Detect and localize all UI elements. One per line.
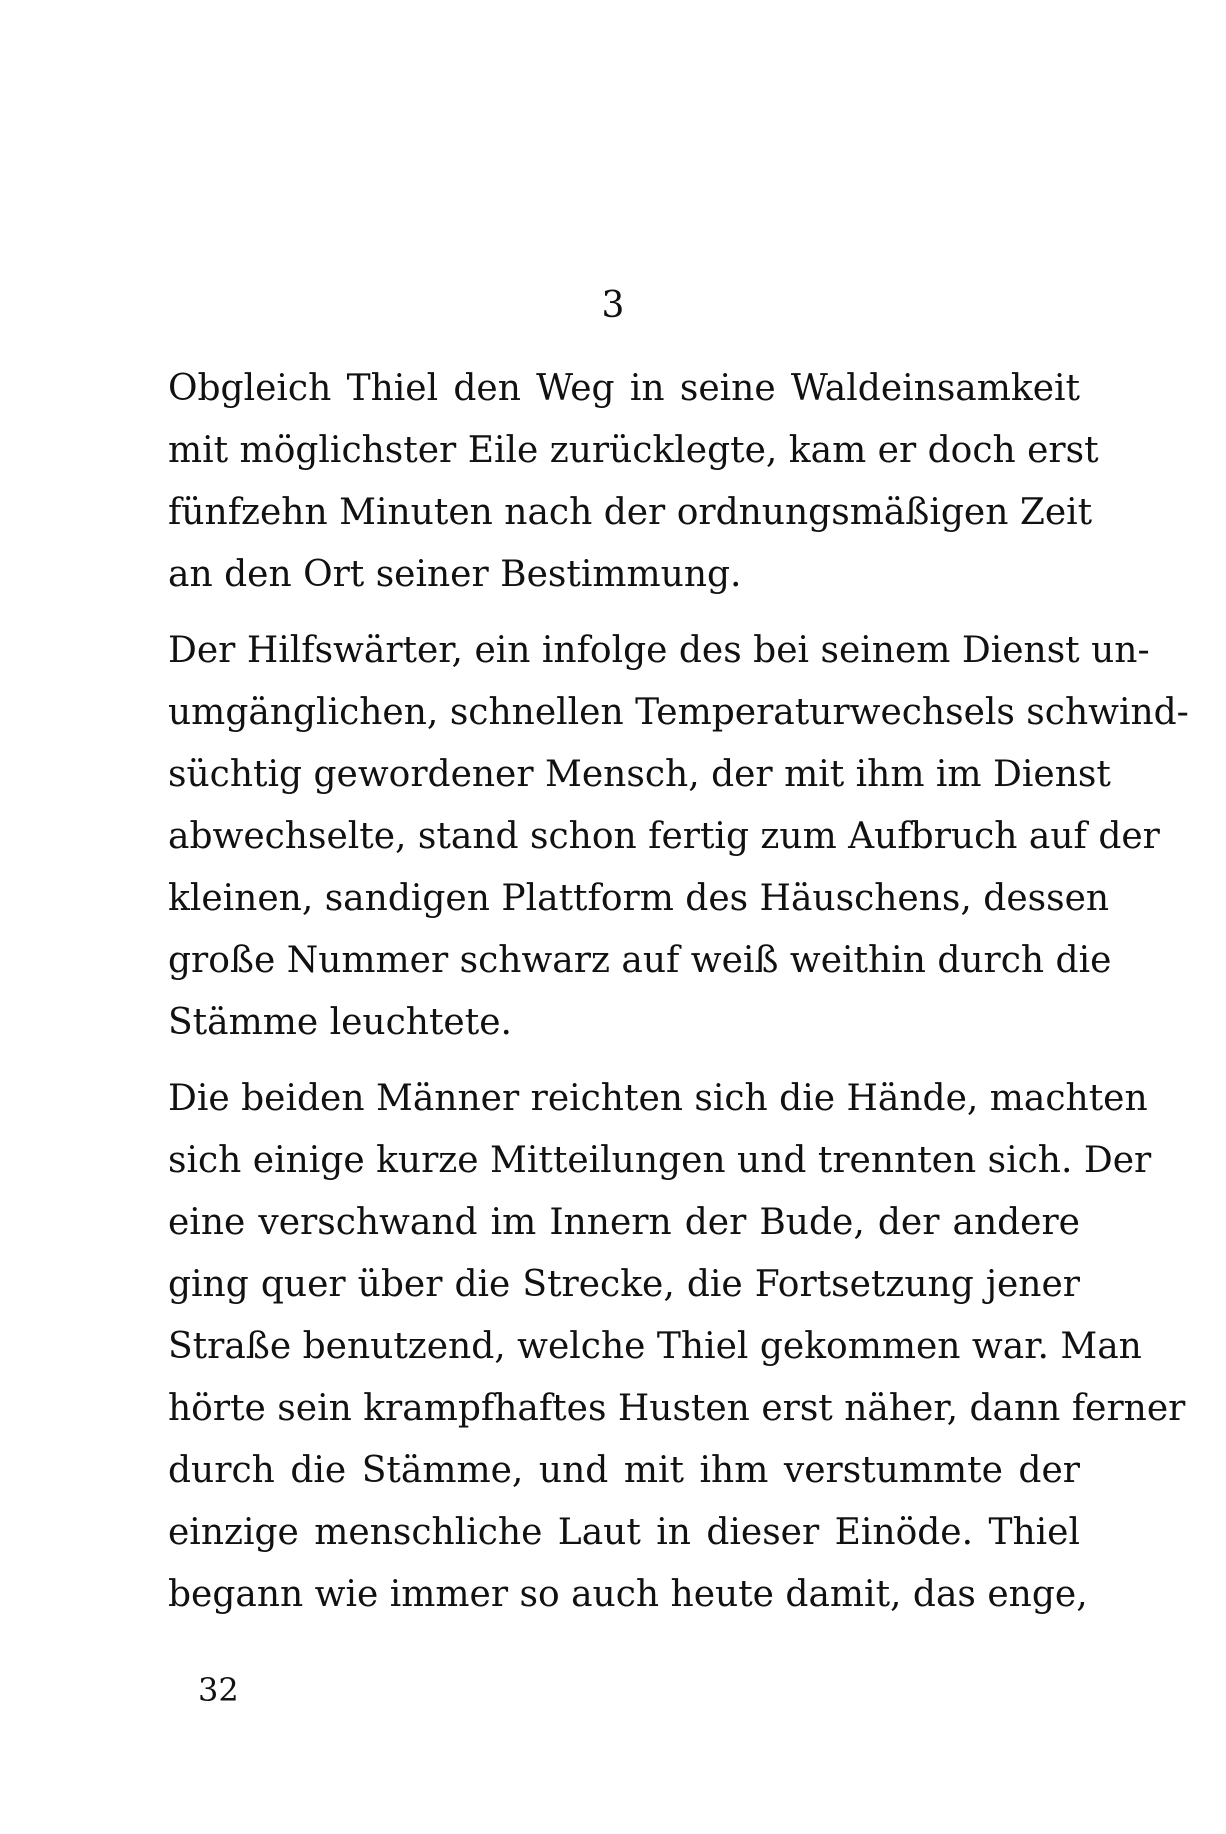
text-line: Die beiden Männer reichten sich die Hände, machten [168, 1078, 1148, 1119]
text-line: durch die Stämme, und mit ihm verstummte der [168, 1450, 1080, 1491]
text-line: Der Hilfswärter, ein infolge des bei seinem Dienst un- [168, 630, 1150, 671]
text-line: hörte sein krampfhaftes Husten erst näher, dann ferner [168, 1388, 1186, 1429]
paragraph-1 [168, 358, 1099, 606]
text-line: umgänglichen, schnellen Temperaturwechsels schwind- [168, 692, 1189, 733]
text-line: kleinen, sandigen Plattform des Häuschens, dessen [168, 878, 1110, 919]
text-line: begann wie immer so auch heute damit, das enge, [168, 1574, 1088, 1615]
page-number: 32 [198, 1671, 239, 1709]
text-line: einzige menschliche Laut in dieser Einöde. Thiel [168, 1512, 1080, 1553]
text-line: eine verschwand im Innern der Bude, der andere [168, 1202, 1080, 1243]
text-line: süchtig gewordener Mensch, der mit ihm im Dienst [168, 754, 1111, 795]
body-text [168, 358, 1189, 1626]
text-line: fünfzehn Minuten nach der ordnungsmäßigen Zeit [168, 492, 1093, 533]
text-line: abwechselte, stand schon fertig zum Aufbruch auf der [168, 816, 1160, 857]
text-line: sich einige kurze Mitteilungen und trennten sich. Der [168, 1140, 1152, 1181]
paragraph-3 [168, 1068, 1186, 1626]
chapter-number: 3 [601, 285, 625, 326]
paragraph-2 [168, 620, 1189, 1054]
text-line: große Nummer schwarz auf weiß weithin durch die [168, 940, 1112, 981]
text-line: Straße benutzend, welche Thiel gekommen war. Man [168, 1326, 1142, 1367]
text-line: ging quer über die Strecke, die Fortsetzung jener [168, 1264, 1080, 1305]
text-line: mit möglichster Eile zurücklegte, kam er doch erst [168, 430, 1099, 471]
text-line: Obgleich Thiel den Weg in seine Waldeinsamkeit [168, 368, 1080, 409]
text-line: an den Ort seiner Bestimmung. [168, 554, 742, 595]
text-line: Stämme leuchtete. [168, 1002, 512, 1043]
